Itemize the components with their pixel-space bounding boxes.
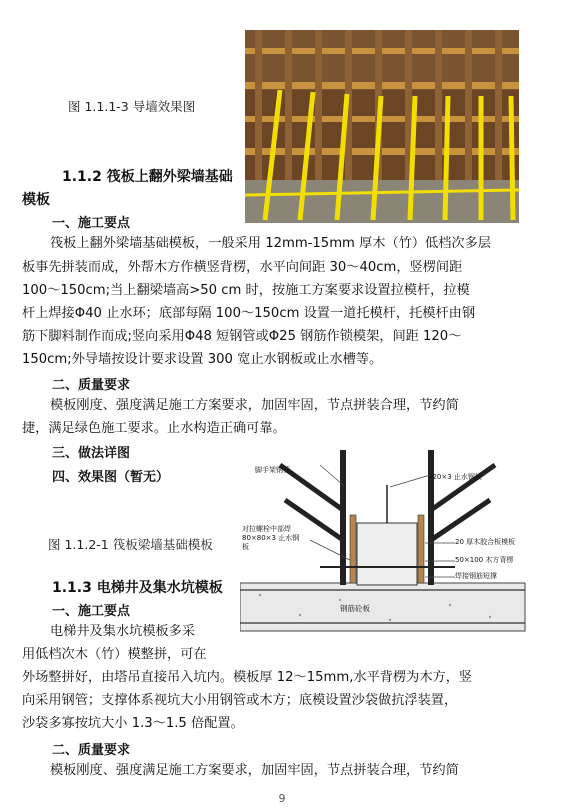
section-title: 筏板上翻外梁墙基础 — [106, 169, 233, 185]
guide-wall-photo — [245, 30, 519, 223]
formwork-photo-illustration — [245, 30, 519, 223]
section-heading-1-1-3 — [52, 577, 223, 597]
figure-caption-guide-wall: 图 1.1.1-3 导墙效果图 — [68, 99, 196, 114]
diagram-label-tie: 对拉螺栓中部焊 — [242, 525, 291, 533]
section-heading-1-1-2 — [62, 166, 233, 186]
diagram-label-tie2: 80×80×3 止水钢 — [242, 534, 300, 542]
subheading-construction-points: 一、施工要点 — [52, 216, 131, 231]
diagram-label-waterstop: 420×3 止水钢板 — [428, 473, 482, 481]
section-title: 电梯井及集水坑模板 — [96, 580, 223, 596]
paragraph-line: 筏板上翻外梁墙基础模板，一般采用 12mm-15mm 厚木（竹）低档次多层 — [50, 236, 491, 251]
paragraph-line: 模板刚度、强度满足施工方案要求，加固牢固，节点拼装合理，节约简 — [50, 398, 459, 413]
paragraph-line: 捷，满足绿色施工要求。止水构造正确可靠。 — [22, 421, 286, 436]
diagram-label-slab: 钢筋砼板 — [340, 604, 370, 613]
page-number: 9 — [278, 792, 286, 805]
paragraph-line: 150cm;外导墙按设计要求设置 300 宽止水钢板或止水槽等。 — [22, 352, 383, 367]
paragraph-line: 电梯井及集水坑模板多采 — [50, 624, 196, 639]
raft-formwork-diagram — [240, 445, 530, 645]
section-number: 1.1.3 — [52, 580, 92, 596]
section-number: 1.1.2 — [62, 169, 102, 185]
subheading-quality: 二、质量要求 — [52, 743, 131, 758]
figure-caption-raft-formwork: 图 1.1.2-1 筏板梁墙基础模板 — [48, 537, 213, 552]
diagram-label-plywood: 20 厚木胶合板模板 — [455, 538, 516, 546]
subheading-effect-drawing: 四、效果图（暂无） — [52, 470, 170, 485]
paragraph-line: 用低档次木（竹）模整拼，可在 — [22, 647, 207, 662]
paragraph-line: 外场整拼好，由塔吊直接吊入坑内。模板厚 12～15mm,水平背楞为木方，竖 — [22, 670, 473, 685]
paragraph-line: 杆上焊接Φ40 止水环；底部每隔 100～150cm 设置一道托模杆，托模杆由钢 — [22, 306, 476, 321]
section-title-continued: 模板 — [22, 192, 50, 208]
paragraph-line: 向采用钢管；支撑体系视坑大小用钢管或木方；底模设置沙袋做抗浮装置， — [22, 693, 458, 708]
paragraph-line: 沙袋多寡按坑大小 1.3～1.5 倍配置。 — [22, 716, 244, 731]
subheading-detail-drawing: 三、做法详图 — [52, 446, 131, 461]
paragraph-line: 100～150cm;当上翻梁墙高>50 cm 时，按施工方案要求设置拉模杆，拉模 — [22, 283, 470, 298]
diagram-label-timber: 50×100 木方背楞 — [455, 556, 514, 564]
paragraph-line: 筋下脚料制作而成;竖向采用Φ48 短钢管或Φ25 钢筋作锁模架，间距 120～ — [22, 329, 462, 344]
paragraph-line: 模板刚度、强度满足施工方案要求，加固牢固，节点拼装合理，节约简 — [50, 763, 459, 778]
paragraph-line: 板事先拼装而成，外帮木方作横竖背楞，水平向间距 30～40cm，竖楞间距 — [22, 260, 463, 275]
diagram-label-tie3: 板 — [242, 543, 249, 551]
diagram-label-scaffold: 脚手架钢管 — [255, 466, 290, 474]
subheading-construction-points: 一、施工要点 — [52, 604, 131, 619]
diagram-label-rebar: 焊接钢筋短撑 — [455, 572, 497, 580]
subheading-quality: 二、质量要求 — [52, 378, 131, 393]
